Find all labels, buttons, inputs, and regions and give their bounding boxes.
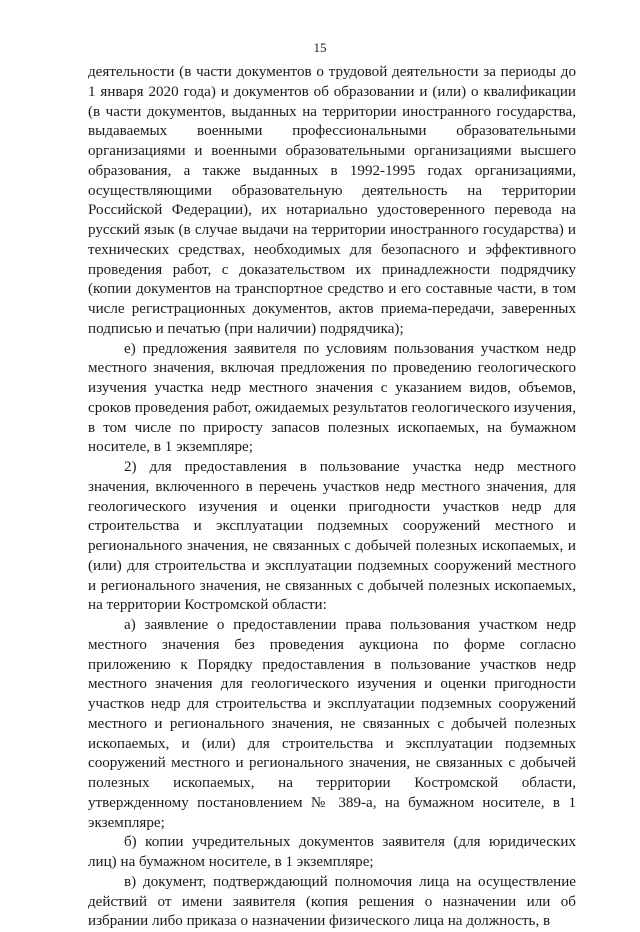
paragraph-item-a: а) заявление о предоставлении права пользования участком недр местного значения без проведения аукциона по форме согласно приложению к Порядку предоставления в пользование участков недр местного значения для геологического изучения и оценки пригодности участков недр для строительства и эксплуатации подземных сооружений местного и регионального значения, не связанных с добычей полезных ископаемых, и (или) для строительства и эксплуатации подземных сооружений местного и регионального значения, не связанных с добычей полезных ископаемых, на территории Костромской области, утвержденному постановлением № 389-а, на бумажном носителе, в 1 экземпляре; — [88, 617, 576, 831]
paragraph-item-e: е) предложения заявителя по условиям пользования участком недр местного значения, включая предложения по проведению геологического изучения участка недр местного значения с указанием видов, объемов, сроков проведения работ, ожидаемых результатов геологического изучения, в том числе по приросту запасов полезных ископаемых, на бумажном носителе, в 1 экземпляре; — [88, 340, 576, 456]
page-number: 15 — [313, 40, 327, 55]
document-body — [88, 63, 576, 932]
paragraph-item-2: 2) для предоставления в пользование участка недр местного значения, включенного в перечень участков недр местного значения, для геологического изучения и оценки пригодности участков недр для строительства и эксплуатации подземных сооружений местного и регионального значения, не связанных с добычей полезных ископаемых, и (или) для строительства и эксплуатации подземных сооружений местного и регионального значения, не связанных с добычей полезных ископаемых, на территории Костромской области: — [88, 459, 576, 614]
paragraph-continuation: деятельности (в части документов о трудовой деятельности за периоды до 1 января 2020 года) и документов об образовании и (или) о квалификации (в части документов, выданных на территории иностранного государства, выдаваемых военными профессиональными образовательными организациями и военными образовательными организациями высшего образования, а также выданных в 1992-1995 годах организациями, осуществляющими образовательную деятельность на территории Российской Федерации), их нотариально удостоверенного перевода на русский язык (в случае выдачи на территории иностранного государства) и технических средствах, необходимых для безопасного и эффективного проведения работ, с доказательством их принадлежности подрядчику (копии документов на транспортное средство и его составные части, в том числе регистрационных документов, актов приема-передачи, заверенных подписью и печатью (при наличии) подрядчика); — [88, 64, 576, 337]
paragraph-item-b: б) копии учредительных документов заявителя (для юридических лиц) на бумажном носителе, в 1 экземпляре; — [88, 834, 576, 870]
paragraph-item-v: в) документ, подтверждающий полномочия лица на осуществление действий от имени заявителя (копия решения о назначении или об избрании либо приказа о назначении физического лица на должность, в — [88, 873, 576, 930]
